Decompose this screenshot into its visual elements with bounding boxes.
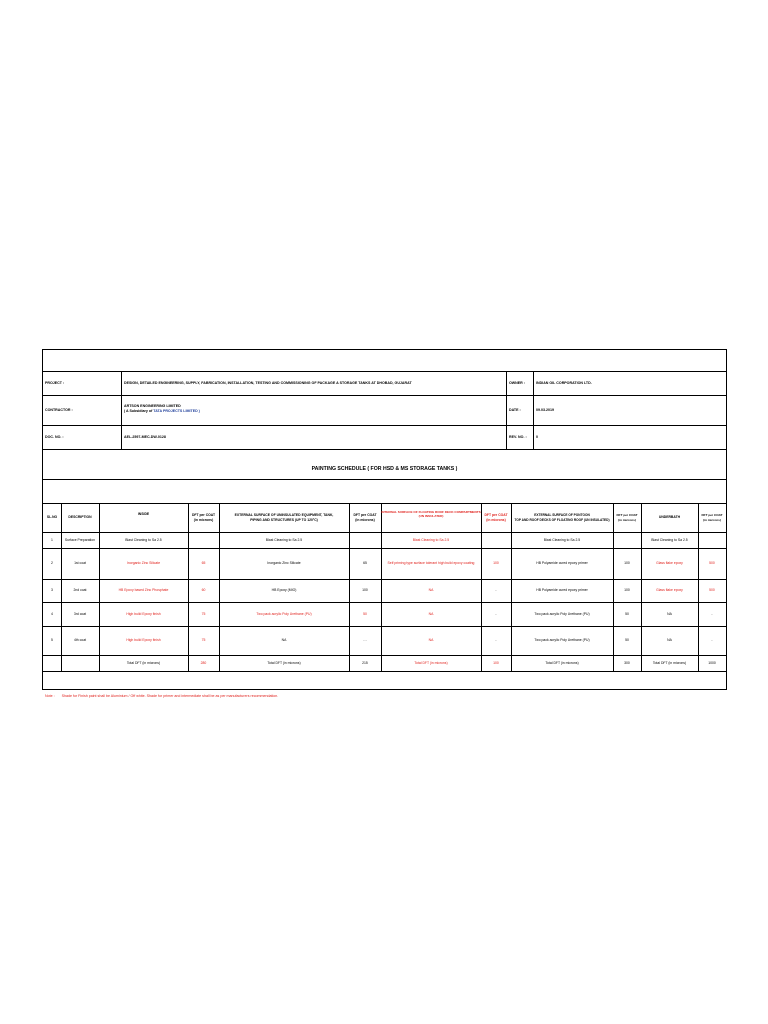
row-3-underneath: Glass flake epoxy	[656, 588, 683, 593]
row-3-desc: 2nd coat	[73, 588, 87, 593]
row-5-dft-2: - -	[363, 638, 367, 643]
rev-no-value: 0	[536, 435, 538, 439]
row-4-dft-1: 75	[201, 611, 206, 616]
row-1-external: Blast Cleaning to Sa 2.5	[265, 537, 303, 542]
row-4-dft-5: -	[711, 611, 713, 616]
row-5-underneath: NA	[667, 638, 672, 643]
row-5-inside: High build Epoxy finish	[126, 638, 161, 643]
col-header-description: DESCRIPTION	[68, 515, 92, 520]
row-1-sl: 1	[51, 537, 53, 542]
col-header-dft-4: DFT per COAT (in microns)	[616, 513, 638, 522]
col-header-external-uninsulated: EXTERNAL SURFACE OF UNINSULATED EQUIPMENT, TANK, PIPING AND STRUCTURES (UP TO 120°C)	[234, 513, 334, 522]
contractor-label: CONTRACTOR :	[45, 408, 73, 412]
row-5-internal: NA	[428, 638, 434, 643]
total-external-pontoon-label: Total DFT (in microns)	[545, 660, 579, 665]
row-1-external-pontoon: Blast Cleaning to Sa 2.5	[543, 537, 581, 542]
row-1-internal: Blast Cleaning to Sa 2.5	[412, 537, 450, 542]
row-2-dft-4: 100	[624, 561, 630, 566]
date-label: DATE :	[509, 408, 521, 412]
row-2-external-pontoon: HB Polyamide cured epoxy primer	[536, 561, 588, 566]
col-header-slno: SL.NO	[46, 515, 58, 520]
row-2-underneath: Glass flake epoxy	[656, 561, 683, 566]
col-header-dft-5: DFT per COAT (in microns)	[701, 513, 723, 522]
row-5-external-pontoon: Two pack acrylic Poly Urethane (PU)	[534, 638, 590, 643]
row-4-desc: 3rd coat	[73, 611, 87, 616]
row-2-dft-1: 65	[201, 561, 206, 566]
row-5-dft-4: 50	[625, 638, 629, 643]
contractor-subsidiary: ( A Subsidiary of TATA PROJECTS LIMITED )	[124, 409, 200, 413]
row-3-dft-3: -	[495, 588, 497, 593]
row-2-external: Inorganic Zinc Silicate	[267, 561, 301, 566]
total-external-label: Total DFT (in microns)	[267, 660, 301, 665]
row-4-inside: High build Epoxy finish	[126, 611, 161, 616]
row-4-dft-4: 50	[625, 611, 629, 616]
total-internal-value: 100	[493, 660, 499, 665]
col-header-internal-floating-roof: INTERNAL SURFACE OF FLOATING ROOF DECK COMPARTMENTS (UN INSULATED)	[381, 509, 481, 518]
contractor-name: ARTSON ENGINEERING LIMITED	[124, 404, 181, 408]
row-3-sl: 3	[51, 588, 53, 593]
row-4-external-pontoon: Two pack acrylic Poly Urethane (PU)	[534, 611, 590, 616]
row-2-desc: 1st coat	[74, 561, 86, 566]
row-3-dft-1: 60	[201, 588, 206, 593]
row-5-external: NA	[281, 638, 287, 643]
total-external-pontoon-value: 300	[624, 660, 630, 665]
col-header-dft-2: DFT per COAT (in microns)	[353, 513, 377, 522]
footnote	[45, 694, 278, 698]
row-1-inside: Blast Cleaning to Sa 2.5	[125, 537, 162, 542]
row-5-desc: 4th coat	[73, 638, 87, 643]
parent-company: TATA PROJECTS LIMITED )	[153, 409, 200, 413]
date-value: 09.03.2019	[536, 408, 554, 412]
row-2-inside: Inorganic Zinc Silicate	[126, 561, 161, 566]
total-inside-label: Total DFT (in microns)	[126, 660, 161, 665]
row-1-desc: Surface Preparation	[64, 537, 96, 542]
total-inside-value: 280	[200, 660, 207, 665]
row-4-dft-2: 50	[363, 611, 367, 616]
row-2-dft-5: 500	[709, 561, 715, 566]
row-3-external-pontoon: HB Polyamide cured epoxy primer	[536, 588, 588, 593]
rev-no-label: REV. NO. :	[509, 435, 527, 439]
col-header-dft-3: DFT per COAT (in microns)	[484, 513, 508, 522]
row-3-dft-2: 100	[362, 588, 368, 593]
doc-no-value: AEL-2597-MEC-DW-0128	[124, 435, 166, 439]
row-4-external: Two pack acrylic Poly Urethane (PU)	[256, 611, 312, 616]
row-3-inside: HB Epoxy based Zinc Phosphate	[118, 588, 169, 593]
project-label: PROJECT :	[45, 381, 65, 385]
row-4-sl: 4	[51, 611, 53, 616]
row-4-internal: NA	[428, 611, 434, 616]
col-header-inside: INSIDE	[137, 511, 150, 516]
footnote-label: Note :	[45, 694, 55, 698]
row-3-external: HB Epoxy (MIO)	[271, 588, 297, 593]
row-2-dft-2: 65	[363, 561, 367, 566]
total-internal-label: Total DFT (in microns)	[414, 660, 448, 665]
row-4-underneath: NA	[667, 611, 672, 616]
row-5-dft-3: -	[495, 638, 497, 643]
row-2-internal: Self priming type surface tolerant high build epoxy coating	[387, 561, 475, 566]
owner-value: INDIAN OIL CORPORATION LTD.	[536, 381, 592, 385]
total-external-value: 215	[362, 660, 368, 665]
row-3-dft-5: 500	[709, 588, 715, 593]
row-5-sl: 5	[51, 638, 53, 643]
row-5-dft-5: -	[711, 638, 713, 643]
owner-label: OWNER :	[509, 381, 525, 385]
project-value: DESIGN, DETAILED ENGINEERING, SUPPLY, FABRICATION, INSTALLATION, TESTING AND COMMISSIONING OF PACKAGE A STORAGE TANKS AT DHOBAD, GUJARAT	[124, 381, 412, 385]
total-underneath-value: 1000	[708, 660, 716, 665]
row-3-internal: NA	[428, 588, 434, 593]
row-2-sl: 2	[51, 561, 53, 566]
row-1-underneath: Blast Cleaning to Sa 2.5	[651, 537, 688, 542]
page-title: PAINTING SCHEDULE ( FOR HSD & MS STORAGE TANKS )	[311, 466, 458, 472]
col-header-underneath: UNDERBATH	[658, 515, 681, 520]
footnote-text: Shade for Finish paint shall be Aluminium / Off white. Shade for primer and intermediate shall be as per manufacturers recommendation.	[61, 694, 279, 698]
col-header-dft-1: DFT per COAT (in microns)	[191, 513, 216, 522]
row-2-dft-3: 100	[493, 561, 499, 566]
row-4-dft-3: -	[495, 611, 497, 616]
row-5-dft-1: 75	[201, 638, 206, 643]
col-header-external-pontoon: EXTERNAL SURFACE OF PONTOON TOP AND ROOF DECKS OF FLOATING ROOF (UN INSULATED)	[514, 513, 610, 522]
row-3-dft-4: 100	[624, 588, 630, 593]
total-underneath-label: Total DFT (in microns)	[652, 660, 687, 665]
doc-no-label: DOC. NO. :	[45, 435, 64, 439]
painting-schedule-sheet	[42, 349, 727, 690]
